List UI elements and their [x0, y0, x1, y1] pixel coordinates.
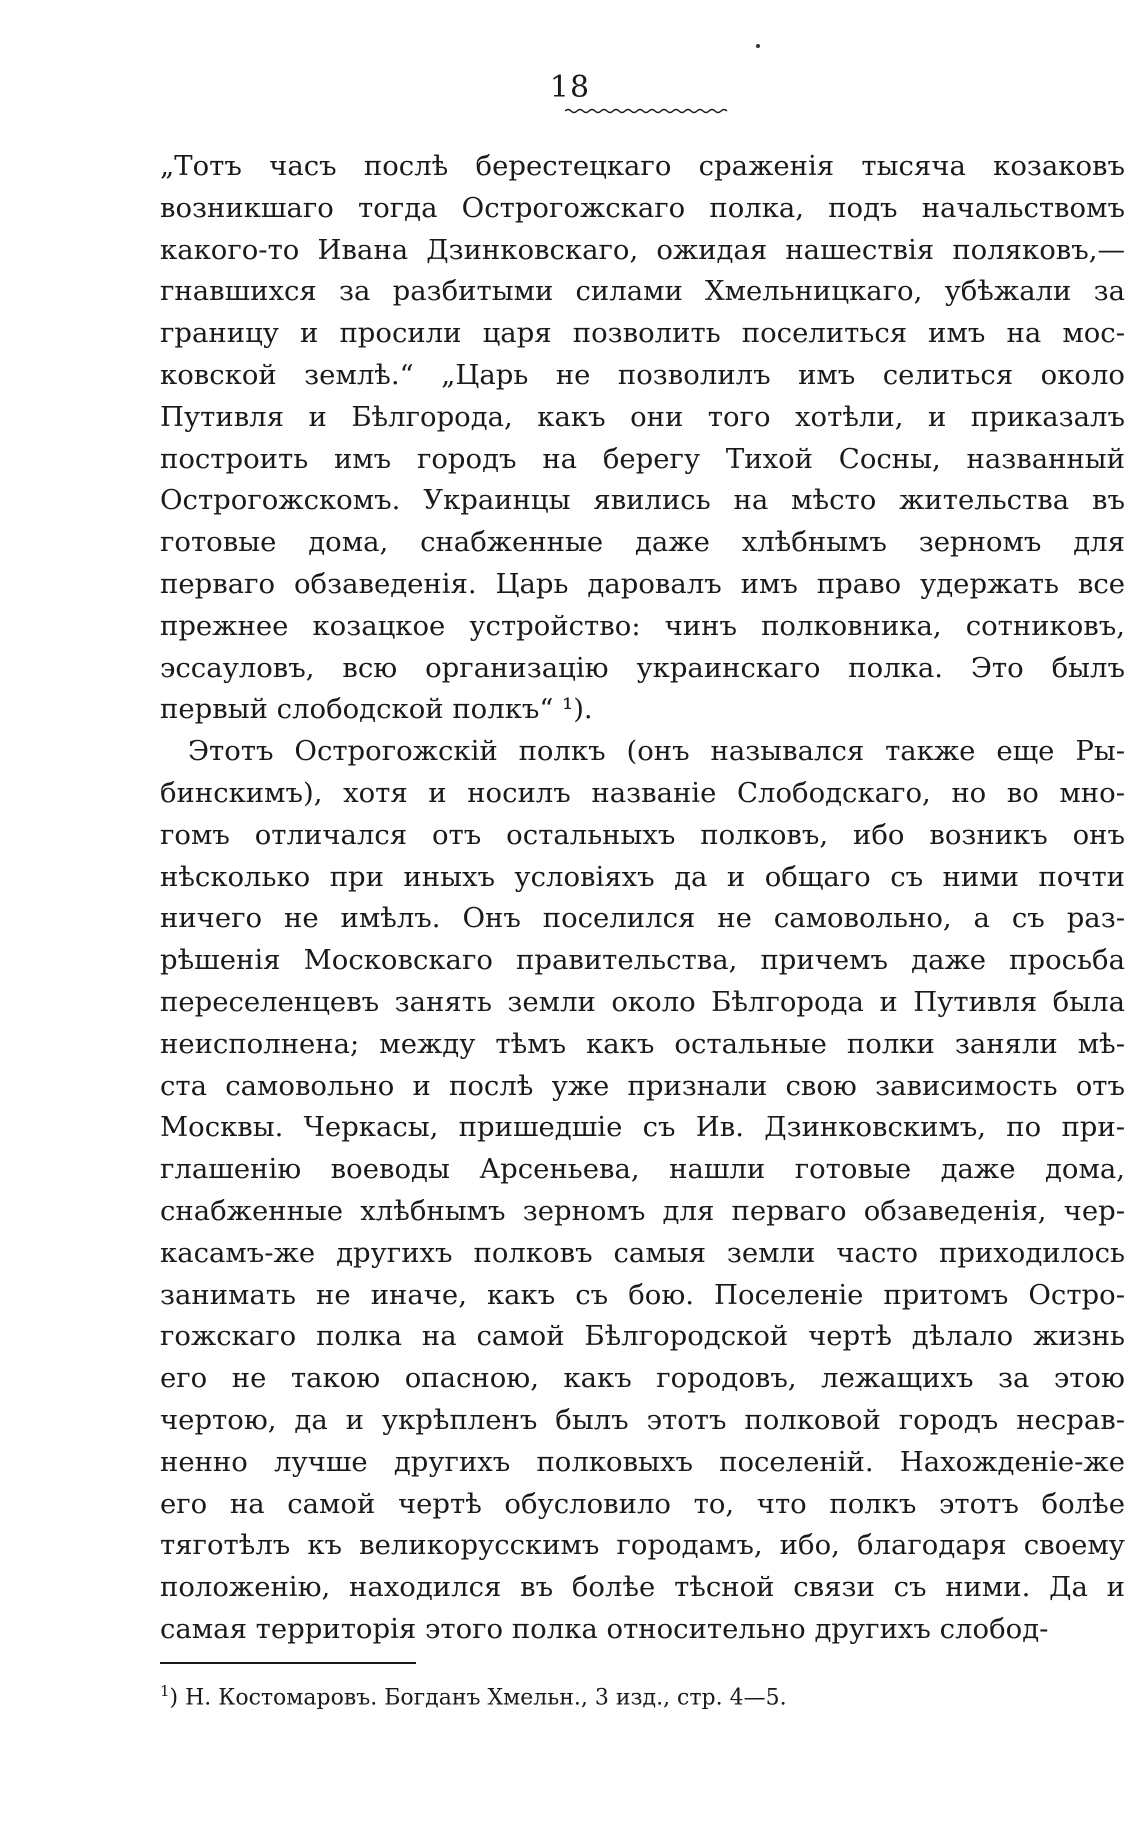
- text-line: тяготѣлъ къ великорусскимъ городамъ, ибо, благодаря своему: [160, 1529, 1125, 1562]
- text-line: гожскаго полка на самой Бѣлгородской чертѣ дѣлало жизнь: [160, 1320, 1125, 1353]
- text-line: глашенію воеводы Арсеньева, нашли готовые даже дома,: [160, 1153, 1125, 1186]
- text-line: его не такою опасною, какъ городовъ, лежащихъ за этою: [160, 1362, 1125, 1395]
- text-line: Этотъ Острогожскій полкъ (онъ назывался также еще Ры-: [188, 735, 1125, 768]
- page-number-ornament: [565, 108, 730, 114]
- text-line: ковской землѣ.“ „Царь не позволилъ имъ селиться около: [160, 358, 1125, 391]
- text-line: переселенцевъ занять земли около Бѣлгорода и Путивля была: [160, 985, 1125, 1018]
- text-line: неисполнена; между тѣмъ какъ остальные полки заняли мѣ-: [160, 1027, 1125, 1060]
- text-line: ста самовольно и послѣ уже признали свою зависимость отъ: [160, 1069, 1125, 1102]
- text-line: бинскимъ), хотя и носилъ названіе Слободскаго, но во мно-: [160, 776, 1125, 809]
- text-line: нѣсколько при иныхъ условіяхъ да и общаго съ ними почти: [160, 860, 1125, 893]
- text-line: чертою, да и укрѣпленъ былъ этотъ полковой городъ несрав-: [160, 1403, 1125, 1436]
- footnote-rule: [160, 1662, 416, 1664]
- text-line: самая территорія этого полка относительно другихъ слобод-: [160, 1612, 1049, 1645]
- text-line: построить имъ городъ на берегу Тихой Сосны, названный: [160, 442, 1125, 475]
- text-line: положенію, находился въ болѣе тѣсной связи съ ними. Да и: [160, 1571, 1125, 1604]
- text-line: готовые дома, снабженные даже хлѣбнымъ зерномъ для: [160, 526, 1125, 559]
- stray-dot: [756, 44, 760, 48]
- text-line: возникшаго тогда Острогожскаго полка, подъ начальствомъ: [160, 191, 1125, 224]
- text-line: первый слободской полкъ“ ¹).: [160, 693, 593, 726]
- text-line: касамъ-же другихъ полковъ самыя земли часто приходилось: [160, 1236, 1125, 1269]
- text-line: перваго обзаведенія. Царь даровалъ имъ право удержать все: [160, 567, 1125, 600]
- text-line: гомъ отличался отъ остальныхъ полковъ, ибо возникъ онъ: [160, 818, 1125, 851]
- footnote-marker: 1: [160, 1682, 170, 1700]
- text-line: ненно лучше другихъ полковыхъ поселеній. Нахожденіе-же: [160, 1445, 1125, 1478]
- text-line: снабженные хлѣбнымъ зерномъ для перваго обзаведенія, чер-: [160, 1194, 1125, 1227]
- text-line: ничего не имѣлъ. Онъ поселился не самовольно, а съ раз-: [160, 902, 1125, 935]
- text-line: Острогожскомъ. Украинцы явились на мѣсто жительства въ: [160, 484, 1125, 517]
- text-line: границу и просили царя позволить поселиться имъ на мос-: [160, 317, 1125, 350]
- text-line: рѣшенія Московскаго правительства, причемъ даже просьба: [160, 944, 1125, 977]
- text-line: Путивля и Бѣлгорода, какъ они того хотѣли, и приказалъ: [160, 400, 1125, 433]
- text-line: „Тотъ часъ послѣ берестецкаго сраженія тысяча козаковъ: [160, 150, 1125, 182]
- text-line: Москвы. Черкасы, пришедшіе съ Ив. Дзинковскимъ, по при-: [160, 1111, 1125, 1144]
- text-line: его на самой чертѣ обусловило то, что полкъ этотъ болѣе: [160, 1487, 1125, 1520]
- text-line: эссауловъ, всю организацію украинскаго полка. Это былъ: [160, 651, 1125, 684]
- footnote-text: ) Н. Костомаровъ. Богданъ Хмельн., 3 изд., стр. 4—5.: [169, 1685, 787, 1711]
- text-line: какого-то Ивана Дзинковскаго, ожидая нашествія поляковъ,—: [160, 233, 1125, 266]
- footnote: [160, 1676, 960, 1713]
- text-line: гнавшихся за разбитыми силами Хмельницкаго, убѣжали за: [160, 275, 1125, 308]
- text-line: прежнее козацкое устройство: чинъ полковника, сотниковъ,: [160, 609, 1125, 642]
- page-number: 18: [549, 70, 591, 105]
- body-text: [160, 146, 1125, 1651]
- text-line: занимать не иначе, какъ съ бою. Поселеніе притомъ Остро-: [160, 1278, 1125, 1311]
